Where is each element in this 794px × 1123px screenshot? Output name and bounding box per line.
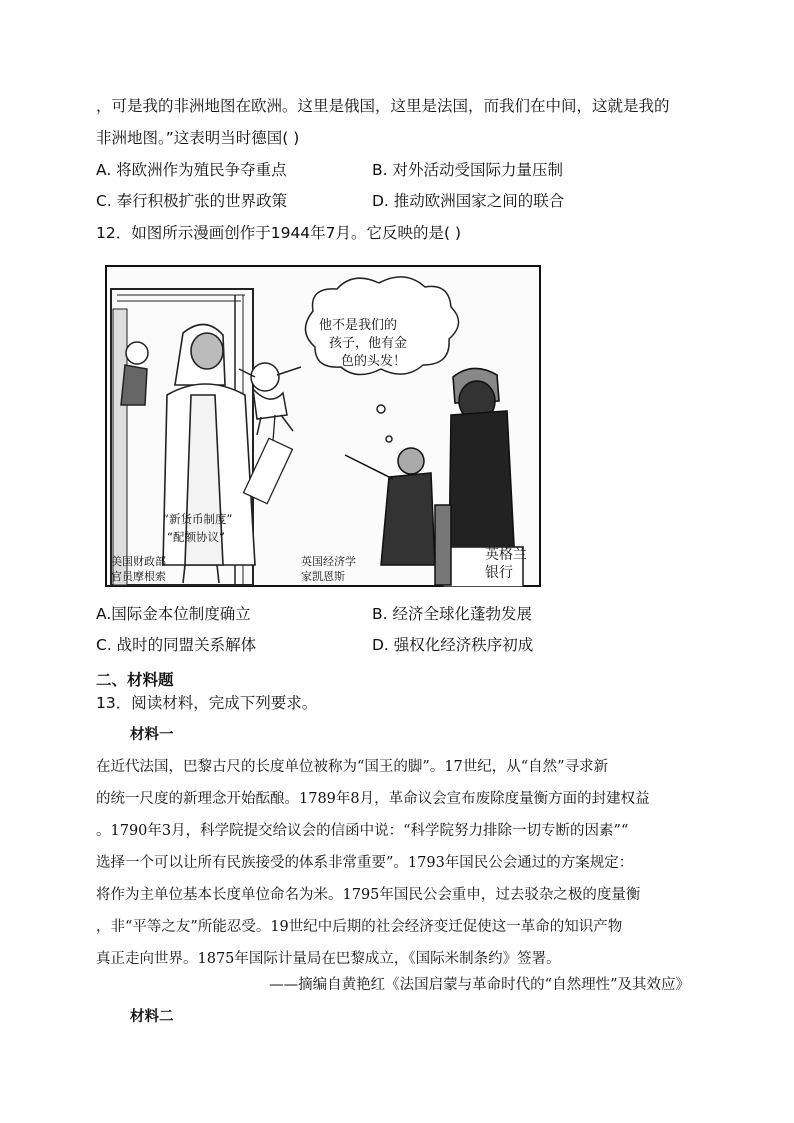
q12-option-b: B. 经济全球化蓬勃发展 (372, 605, 532, 623)
label-morgenthau-2: 官员摩根索 (111, 570, 166, 583)
sign-text-quota: “配额协议” (167, 530, 225, 544)
q13-stem: 13．阅读材料，完成下列要求。 (96, 694, 318, 712)
sign-text-currency: “新货币制度” (163, 512, 233, 526)
label-keynes-1: 英国经济学 (301, 555, 356, 568)
q12-stem: 12．如图所示漫画创作于1944年7月。它反映的是( ) (96, 224, 462, 242)
material1-line-4: 选择一个可以让所有民族接受的体系非常重要”。1793年国民公会通过的方案规定： (96, 855, 634, 871)
q11-option-b: B. 对外活动受国际力量压制 (372, 161, 563, 179)
q11-option-c: C. 奉行积极扩张的世界政策 (96, 192, 288, 210)
bubble-line-2: 孩子，他有金 (329, 336, 408, 351)
section-heading-materials: 二、材料题 (96, 671, 174, 689)
material1-line-1: 在近代法国，巴黎古尺的长度单位被称为“国王的脚”。17世纪，从“自然”寻求新 (96, 759, 609, 775)
material1-source: ——摘编自黄艳红《法国启蒙与革命时代的“自然理性”及其效应》 (269, 977, 690, 993)
material1-title: 材料一 (130, 726, 174, 743)
q11-option-d: D. 推动欧洲国家之间的联合 (372, 192, 565, 210)
material2-title: 材料二 (130, 1008, 174, 1025)
q12-option-a: A.国际金本位制度确立 (96, 605, 251, 623)
label-bank-1: 英格兰 (485, 547, 527, 563)
q11-text-line-2: 非洲地图。”这表明当时德国( ) (96, 129, 300, 147)
q12-option-d: D. 强权化经济秩序初成 (372, 636, 534, 654)
label-keynes-2: 家凯恩斯 (301, 570, 345, 583)
cartoon-illustration (105, 265, 541, 587)
material1-line-6: ，非“平等之友”所能忍受。19世纪中后期的社会经济变迁促使这一革命的知识产物 (96, 919, 623, 935)
material1-line-3: 。1790年3月，科学院提交给议会的信函中说：“科学院努力排除一切专断的因素”“ (96, 823, 629, 839)
q11-option-a: A. 将欧洲作为殖民争夺重点 (96, 161, 287, 179)
material1-line-7: 真正走向世界。1875年国际计量局在巴黎成立，《国际米制条约》签署。 (96, 951, 561, 967)
label-morgenthau-1: 美国财政部 (111, 555, 166, 568)
bubble-line-1: 他不是我们的 (319, 318, 398, 333)
label-bank-2: 银行 (485, 565, 513, 581)
material1-line-5: 将作为主单位基本长度单位命名为米。1795年国民公会重申，过去驳杂之极的度量衡 (96, 887, 641, 903)
material1-line-2: 的统一尺度的新理念开始酝酿。1789年8月，革命议会宣布废除度量衡方面的封建权益 (96, 791, 650, 807)
q11-text-line-1: ，可是我的非洲地图在欧洲。这里是俄国，这里是法国，而我们在中间，这就是我的 (96, 97, 670, 115)
q12-option-c: C. 战时的同盟关系解体 (96, 636, 257, 654)
bubble-line-3: 色的头发！ (341, 354, 407, 369)
